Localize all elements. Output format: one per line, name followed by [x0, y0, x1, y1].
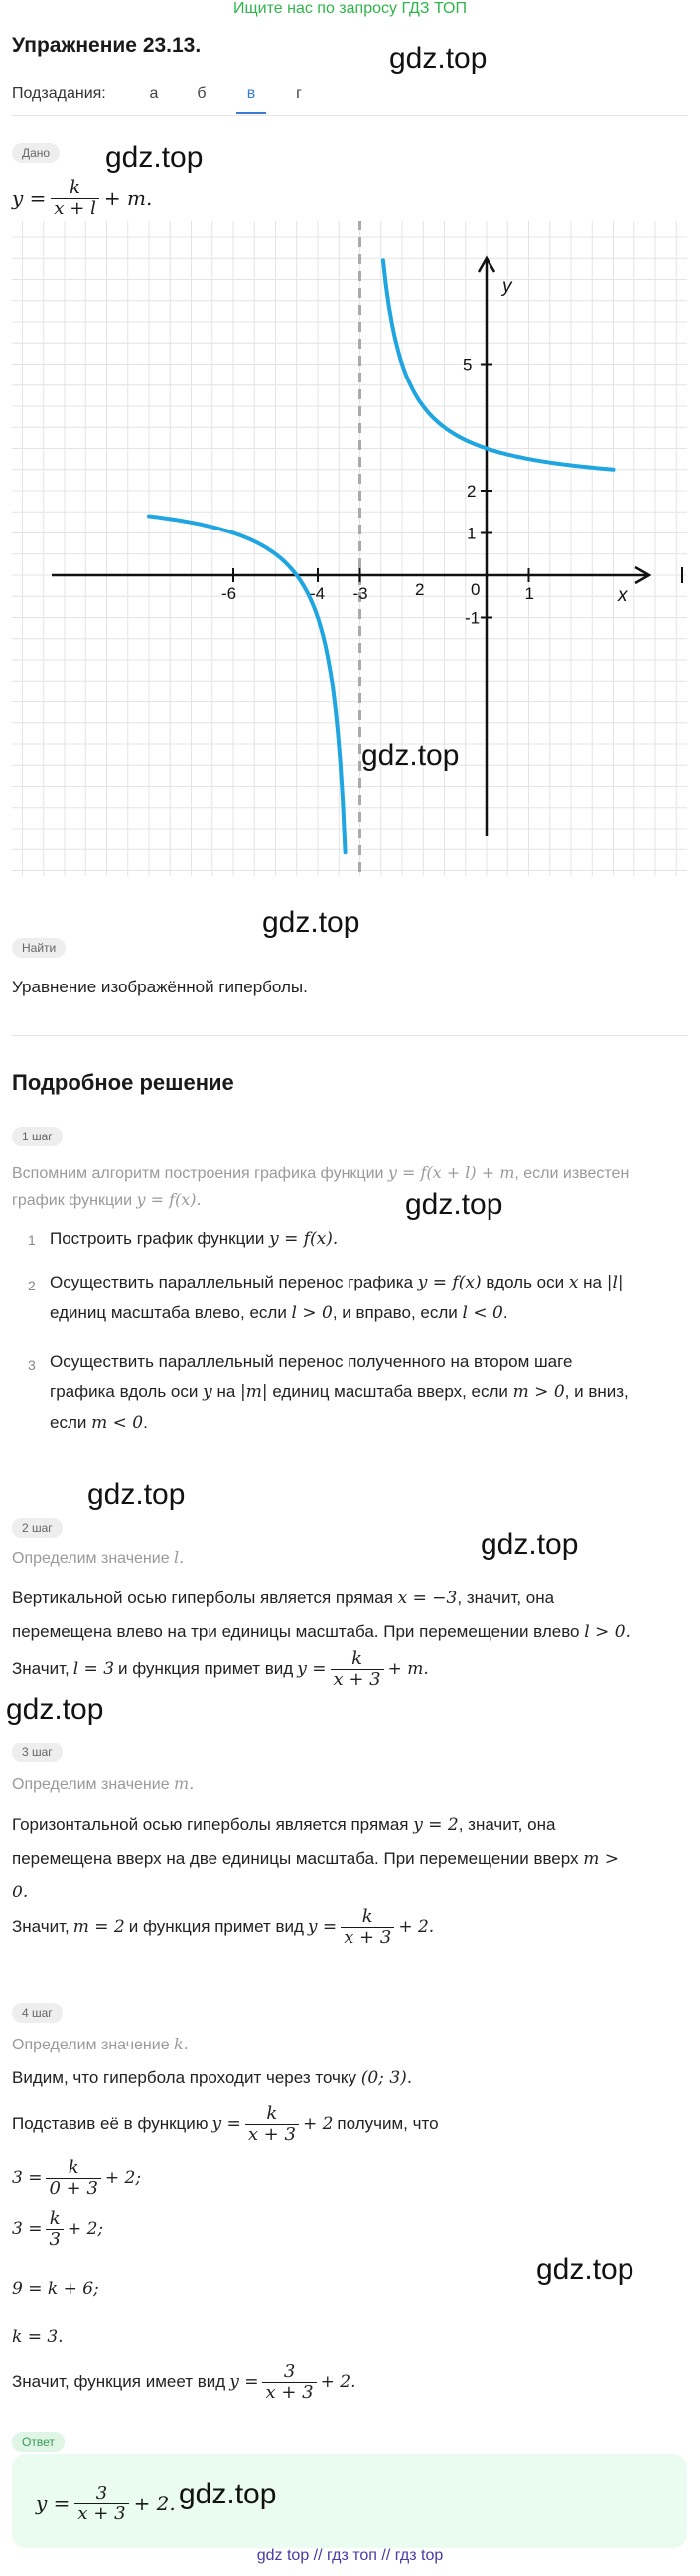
step1-item2-abs-l: |l| [606, 1273, 624, 1292]
tab-g[interactable]: г [296, 85, 302, 102]
step4-p1-point: (0; 3). [360, 2068, 413, 2088]
step1-item2-axis: x [568, 1273, 579, 1292]
step1-item3-cond1: m > 0 [512, 1381, 565, 1402]
step1-item2-line2: единиц масштаба влево, если [50, 1302, 292, 1322]
answer-num: 3 [95, 2482, 108, 2503]
step3-p3-formula: m = 2 [72, 1917, 125, 1938]
x-axis-label: x [618, 585, 628, 606]
footer-sep-1: // [313, 2547, 323, 2564]
step4-eq1-num: k [68, 2157, 79, 2178]
answer-fraction [74, 2484, 128, 2524]
step1-intro-text: Вспомним алгоритм построения графика функции [12, 1165, 388, 1182]
step4-final-fraction [262, 2362, 316, 2403]
step4-eq1-tail: + 2; [104, 2168, 142, 2189]
step1-intro-text-end: , если известен [514, 1165, 630, 1182]
step1-intro-line2-formula: y = f(x). [136, 1189, 202, 1209]
given-formula-fraction [51, 178, 98, 219]
step1-item3-cond2: m < 0 [91, 1412, 144, 1433]
y-axis-label: y [502, 276, 512, 297]
step2-muted-text: Определим значение [12, 1550, 175, 1567]
tab-v[interactable]: в [246, 85, 256, 102]
step2-p1-formula: x = −3 [397, 1589, 458, 1608]
step1-item1 [50, 1224, 685, 1255]
step4-final-y: y = [229, 2372, 259, 2393]
step3-p1: Горизонтальной осью гиперболы является прямая [12, 1815, 414, 1834]
step1-item3-line2-mid: единиц масштаба вверх, если [267, 1381, 513, 1401]
step4-final-tail: + 2. [320, 2372, 356, 2393]
step4-p1 [12, 2068, 412, 2088]
watermark: gdz.top [6, 1693, 104, 1726]
hyperbola-branch-right [383, 260, 614, 470]
watermark: gdz.top [87, 1478, 186, 1511]
step1-item3-number: 3 [28, 1357, 36, 1373]
x-tick-label: 2 [415, 580, 425, 599]
step3-p3-mid: и функция примет вид [128, 1917, 304, 1937]
footer-link-2[interactable]: гдз топ [327, 2547, 377, 2564]
step4-eq1-left: 3 = [12, 2168, 43, 2189]
given-chip: Дано [12, 143, 60, 163]
step2-p1-end: , значит, она [457, 1589, 555, 1607]
step4-eq2-num: k [49, 2208, 61, 2229]
answer-chip: Ответ [12, 2432, 65, 2452]
step4-p2-tail: + 2 [302, 2114, 334, 2135]
step1-item2-cond1: l > 0 [291, 1302, 333, 1323]
step4-final [12, 2362, 356, 2403]
find-divider [12, 1035, 688, 1036]
step2-p3-formula: l = 3 [72, 1659, 115, 1680]
watermark: gdz.top [262, 906, 360, 939]
y-tick-label: 2 [467, 482, 477, 501]
step2-muted [12, 1548, 184, 1568]
step1-item3 [50, 1347, 685, 1438]
x-tick-label: 1 [524, 584, 534, 603]
footer-link-3[interactable]: гдз top [394, 2547, 444, 2564]
step1-intro [12, 1160, 687, 1213]
step3-fraction-den: x + 3 [341, 1927, 394, 1948]
step3-p2-wrap: 0. [12, 1883, 29, 1902]
step2-fraction-num: k [351, 1648, 363, 1669]
step1-item3-text: Осуществить параллельный перенос полученного на втором шаге [50, 1352, 573, 1371]
step1-item1-number: 1 [28, 1232, 36, 1248]
step4-muted-text: Определим значение [12, 2037, 175, 2053]
step4-muted-var: k. [174, 2035, 189, 2053]
watermark: gdz.top [179, 2478, 277, 2510]
step3-p2-formula: m > [583, 1849, 620, 1869]
step2-p3-tail: + m. [387, 1659, 429, 1680]
step4-eq1-den: 0 + 3 [46, 2178, 100, 2198]
step1-item2-text2: вдоль оси [481, 1273, 569, 1291]
step4-eq1-fraction [46, 2158, 100, 2198]
step1-item3-axis: y [203, 1381, 212, 1402]
watermark: gdz.top [361, 739, 460, 772]
answer-den: x + 3 [74, 2503, 128, 2524]
step4-eq1 [12, 2158, 141, 2198]
step4-final-text: Значит, функция имеет вид [12, 2372, 226, 2392]
watermark: gdz.top [105, 141, 204, 174]
step2-p2-formula: l > 0. [584, 1622, 630, 1642]
step1-item3-on: на [211, 1381, 241, 1401]
step4-p2 [12, 2104, 439, 2145]
step2-muted-var: l. [174, 1548, 185, 1567]
step2-p3-mid: и функция примет вид [118, 1659, 294, 1679]
y-tick-label: 1 [467, 524, 477, 543]
step3-p3: Значит, [12, 1917, 70, 1937]
tab-a[interactable]: а [149, 85, 159, 102]
step4-eq2-den: 3 [46, 2229, 63, 2250]
step4-p2-den: x + 3 [245, 2124, 299, 2145]
step3-p3-tail: + 2. [398, 1917, 435, 1938]
step4-final-den: x + 3 [262, 2382, 316, 2403]
given-formula-tail: + m. [103, 186, 153, 210]
step3-paragraph [12, 1808, 692, 1909]
grid [12, 221, 687, 876]
step1-item2 [50, 1268, 685, 1329]
y-tick-label: -1 [465, 608, 481, 628]
step1-item2-text: Осуществить параллельный перенос графика [50, 1273, 418, 1291]
watermark: gdz.top [389, 42, 488, 75]
x-tick-label: -4 [310, 584, 326, 603]
step2-p2: перемещена влево на три единицы масштаба. При перемещении влево [12, 1622, 585, 1641]
step1-item2-line2-mid: , и вправо, если [332, 1302, 463, 1322]
step1-chip: 1 шаг [12, 1127, 63, 1146]
step3-p2: перемещена вверх на две единицы масштаба. При перемещении вверх [12, 1849, 584, 1868]
step2-chip: 2 шаг [12, 1518, 63, 1538]
step1-item2-number: 2 [28, 1278, 36, 1293]
solution-title: Подробное решение [12, 1070, 234, 1095]
step1-item3-abs-m: |m| [240, 1381, 268, 1402]
header-divider [12, 115, 688, 116]
step1-item2-cond2: l < 0 [462, 1302, 503, 1323]
step1-item3-line2: графика вдоль оси [50, 1381, 204, 1401]
step2-conclusion [12, 1649, 429, 1690]
step2-p1: Вертикальной осью гиперболы является прямая [12, 1589, 398, 1607]
given-formula-num: k [70, 176, 81, 198]
watermark: gdz.top [536, 2253, 634, 2286]
step1-intro-line2: график функции [12, 1191, 137, 1209]
step4-eq2 [12, 2209, 103, 2250]
footer-link-1[interactable]: gdz top [256, 2547, 310, 2564]
step3-fraction-num: k [361, 1906, 373, 1927]
y-tick-label: 5 [463, 355, 473, 375]
x-tick-label: -6 [221, 584, 237, 603]
search-hint-link[interactable]: Ищите нас по запросу ГДЗ ТОП [233, 0, 467, 17]
step1-item2-text3: на [578, 1273, 607, 1291]
step2-p3: Значит, [12, 1659, 70, 1679]
step3-muted-text: Определим значение [12, 1776, 175, 1793]
step4-final-num: 3 [283, 2361, 296, 2382]
step1-item1-formula: y = f(x). [269, 1229, 339, 1249]
step4-p2-fraction [245, 2104, 299, 2145]
step4-p1-text: Видим, что гипербола проходит через точку [12, 2068, 361, 2087]
watermark: gdz.top [405, 1188, 503, 1221]
page-title: Упражнение 23.13. [12, 34, 202, 57]
step4-eq2-fraction [46, 2209, 63, 2250]
step3-chip: 3 шаг [12, 1743, 63, 1762]
step4-eq4: k = 3. [12, 2327, 64, 2347]
step3-muted-var: m. [174, 1774, 195, 1793]
step2-fraction-den: x + 3 [331, 1669, 384, 1690]
step4-p2-end: получим, что [337, 2114, 439, 2134]
step3-muted [12, 1774, 194, 1794]
step1-intro-formula: y = f(x + l) + m [387, 1163, 515, 1182]
answer-y: y = [36, 2492, 70, 2515]
given-formula-y: y = [12, 186, 47, 210]
step1-item2-formula: y = f(x) [417, 1273, 482, 1292]
step2-fraction [331, 1649, 384, 1690]
footer-sep-2: // [381, 2547, 391, 2564]
step1-item2-line2-end: . [502, 1302, 508, 1322]
step3-p1-formula: y = 2 [413, 1815, 459, 1835]
step3-fraction [341, 1907, 394, 1948]
step1-item3-line2-end: , и вниз, [564, 1381, 629, 1401]
active-tab-indicator [236, 112, 266, 114]
subtasks-label: Подзадания: [12, 85, 106, 102]
answer-formula [36, 2476, 176, 2531]
footer-links [0, 2547, 700, 2565]
given-formula [12, 171, 152, 225]
step4-eq2-tail: + 2; [67, 2219, 104, 2240]
step1-item1-text: Построить график функции [50, 1229, 270, 1248]
step4-p2-num: k [266, 2103, 278, 2124]
origin-label: 0 [471, 580, 481, 599]
step4-p2-y: y = [211, 2114, 241, 2135]
asymptote-label: -3 [352, 584, 368, 603]
given-formula-den: x + l [51, 198, 98, 219]
tab-b[interactable]: б [197, 85, 207, 102]
watermark: gdz.top [481, 1528, 579, 1561]
step1-item3-line3-end: . [143, 1412, 148, 1432]
step4-chip: 4 шаг [12, 2003, 63, 2023]
step4-muted [12, 2035, 189, 2054]
step2-p3-y: y = [297, 1659, 327, 1680]
step3-p3-y: y = [307, 1917, 338, 1938]
step3-conclusion [12, 1907, 434, 1948]
find-chip: Найти [12, 938, 66, 958]
find-text: Уравнение изображённой гиперболы. [12, 978, 308, 996]
step4-eq3: 9 = k + 6; [12, 2279, 99, 2299]
step3-p1-end: , значит, она [458, 1815, 556, 1834]
step4-p2-text: Подставив её в функцию [12, 2114, 209, 2134]
step1-item3-line3: если [50, 1412, 92, 1432]
step4-eq2-left: 3 = [12, 2219, 43, 2240]
hyperbola-graph [12, 221, 687, 876]
step2-paragraph [12, 1582, 692, 1649]
hyperbola-branch-left [149, 517, 346, 853]
answer-tail: + 2. [133, 2492, 176, 2515]
